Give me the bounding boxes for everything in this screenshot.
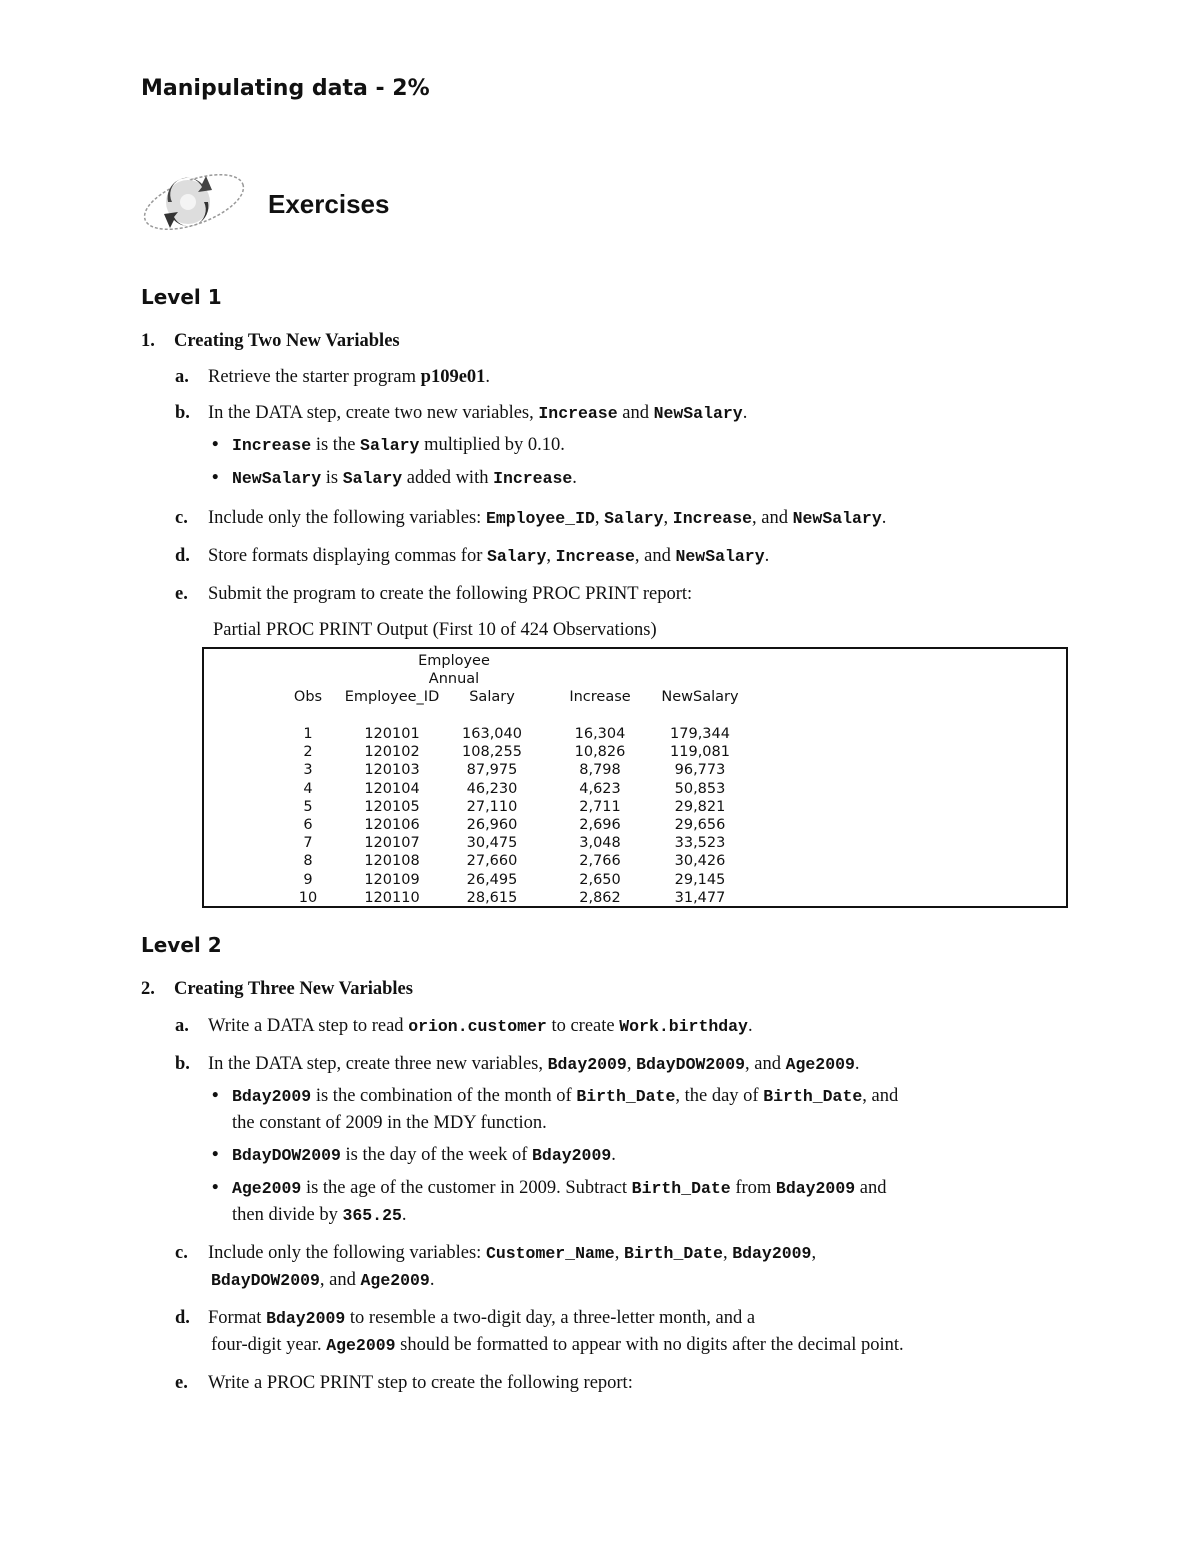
column-header: Salary — [469, 689, 515, 705]
text-segment: is the — [311, 435, 361, 455]
table-cell: 46,230 — [466, 780, 518, 797]
exercise-title: Creating Three New Variables — [174, 979, 413, 999]
text-segment: , — [663, 508, 673, 528]
code-term: Birth_Date — [576, 1087, 676, 1106]
text-segment: Retrieve the starter program — [208, 367, 421, 387]
text-segment: to create — [546, 1016, 620, 1036]
text-segment: , and — [862, 1086, 899, 1106]
text-segment: , — [811, 1243, 817, 1263]
code-term: Increase — [538, 404, 618, 423]
table-cell: 8 — [303, 853, 313, 870]
code-term: orion.customer — [408, 1017, 547, 1036]
text-segment: , and — [745, 1054, 786, 1074]
list-item — [232, 1109, 547, 1137]
item-label: d. — [175, 1308, 190, 1328]
table-cell: 28,615 — [466, 889, 518, 906]
text-segment: and — [855, 1178, 887, 1198]
bullet-icon: • — [212, 435, 219, 455]
text-segment: is the combination of the month of — [311, 1086, 577, 1106]
code-term: Bday2009 — [532, 1146, 612, 1165]
text-segment: Submit the program to create the following PROC PRINT report: — [208, 584, 693, 604]
table-cell: 26,495 — [466, 871, 518, 888]
column-header-group: Annual — [428, 671, 480, 687]
text-segment: , — [626, 1054, 637, 1074]
code-term: Employee_ID — [485, 509, 595, 528]
list-item — [175, 542, 770, 571]
table-cell: 33,523 — [674, 835, 726, 852]
table-cell: 30,475 — [466, 835, 518, 852]
code-term: BdayDOW2009 — [232, 1146, 341, 1165]
table-cell: 96,773 — [674, 762, 726, 779]
code-term: Age2009 — [326, 1336, 396, 1355]
table-cell: 163,040 — [462, 726, 522, 742]
text-segment: Store formats displaying commas for — [208, 546, 487, 566]
code-term: Birth_Date — [763, 1087, 863, 1106]
text-segment: Include only the following variables: — [208, 508, 486, 528]
table-cell: 31,477 — [674, 889, 726, 906]
table-cell: 6 — [303, 817, 313, 833]
text-segment: Write a PROC PRINT step to create the following report: — [208, 1373, 633, 1393]
table-cell: 1 — [303, 726, 313, 742]
code-term: Birth_Date — [631, 1179, 731, 1198]
list-item — [175, 1369, 633, 1397]
bullet-item — [212, 1082, 899, 1111]
list-item — [232, 1201, 407, 1230]
code-term: Age2009 — [360, 1271, 430, 1290]
text-segment: and — [617, 403, 654, 423]
code-term: Increase — [232, 436, 312, 455]
level-1-heading: Level 1 — [141, 285, 222, 309]
table-cell: 4,623 — [579, 780, 621, 797]
item-label: a. — [175, 1016, 189, 1036]
code-term: NewSalary — [675, 547, 765, 566]
level-2-heading: Level 2 — [141, 933, 222, 957]
table-cell: 3,048 — [579, 835, 621, 852]
table-cell: 179,344 — [670, 726, 730, 742]
table-cell: 120108 — [364, 853, 420, 870]
table-cell: 120107 — [364, 835, 420, 852]
table-cell: 2 — [303, 744, 313, 761]
table-cell: 120106 — [364, 817, 420, 833]
text-segment: then divide by — [232, 1205, 343, 1225]
code-term: Bday2009 — [732, 1244, 812, 1263]
text-segment: Format — [208, 1308, 267, 1328]
text-segment: is — [321, 468, 343, 488]
code-term: NewSalary — [653, 404, 743, 423]
item-label: a. — [175, 367, 189, 387]
table-cell: 9 — [303, 871, 313, 888]
list-item — [175, 363, 491, 391]
table-cell: 120109 — [364, 871, 420, 888]
table-cell: 10,826 — [574, 744, 626, 761]
text-segment: added with — [402, 468, 494, 488]
exercises-logo-icon — [138, 160, 250, 242]
text-segment: , — [594, 508, 605, 528]
code-term: Salary — [342, 469, 403, 488]
column-header: Obs — [293, 689, 323, 705]
text-segment: , and — [752, 508, 793, 528]
exercise-2-title — [141, 975, 413, 1003]
table-cell: 29,145 — [674, 871, 726, 888]
code-term: Bday2009 — [266, 1309, 346, 1328]
bullet-icon: • — [212, 1145, 219, 1165]
page-title: Manipulating data - 2% — [141, 76, 430, 101]
text-segment: , — [722, 1243, 733, 1263]
list-item — [175, 1304, 756, 1333]
item-label: d. — [175, 546, 190, 566]
table-cell: 29,821 — [674, 798, 726, 815]
list-item — [175, 504, 887, 533]
table-cell: 50,853 — [674, 780, 726, 797]
table-cell: 26,960 — [466, 817, 518, 833]
text-segment: . — [854, 1054, 860, 1074]
code-term: Salary — [360, 436, 420, 455]
table-cell: 120110 — [364, 889, 420, 906]
code-term: Age2009 — [785, 1055, 855, 1074]
table-cell: 87,975 — [466, 762, 518, 779]
code-term: Increase — [493, 469, 573, 488]
bullet-icon: • — [212, 468, 219, 488]
item-label: b. — [175, 1054, 190, 1074]
text-segment: . — [429, 1270, 435, 1290]
text-segment: , the day of — [675, 1086, 764, 1106]
text-segment: from — [730, 1178, 776, 1198]
bullet-item — [212, 1174, 887, 1203]
text-segment: . — [485, 367, 491, 387]
text-segment: In the DATA step, create two new variables, — [208, 403, 539, 423]
list-item — [175, 1239, 817, 1268]
section-header: Exercises — [268, 189, 390, 219]
code-term: Age2009 — [232, 1179, 302, 1198]
table-cell: 27,110 — [466, 798, 518, 815]
table-cell: 10 — [298, 889, 318, 906]
code-term: NewSalary — [232, 469, 322, 488]
list-item — [175, 399, 748, 428]
bullet-item — [212, 431, 565, 460]
text-segment: , — [546, 546, 556, 566]
text-segment: Include only the following variables: — [208, 1243, 486, 1263]
table-cell: 7 — [303, 835, 313, 852]
proc-print-output — [202, 647, 1068, 908]
table-cell: 120105 — [364, 798, 420, 815]
table-cell: 2,650 — [579, 871, 621, 888]
text-segment: four-digit year. — [211, 1335, 327, 1355]
code-term: Work.birthday — [619, 1017, 748, 1036]
exercise-1-title — [141, 327, 400, 355]
text-segment: . — [742, 403, 748, 423]
code-term: Bday2009 — [775, 1179, 856, 1198]
bullet-icon: • — [212, 1178, 219, 1198]
table-cell: 30,426 — [674, 853, 726, 870]
bullet-item — [212, 1141, 616, 1170]
bullet-item — [212, 464, 577, 493]
exercise-title: Creating Two New Variables — [174, 331, 400, 351]
text-segment: , and — [319, 1270, 361, 1290]
table-cell: 29,656 — [674, 817, 726, 833]
code-term: Birth_Date — [623, 1244, 723, 1263]
code-term: 365.25 — [342, 1206, 402, 1225]
code-term: BdayDOW2009 — [211, 1271, 320, 1290]
code-term: Bday2009 — [547, 1055, 627, 1074]
text-segment: In the DATA step, create three new variables, — [208, 1054, 548, 1074]
bullet-icon: • — [212, 1086, 219, 1106]
text-segment: Write a DATA step to read — [208, 1016, 409, 1036]
item-label: c. — [175, 1243, 188, 1263]
table-cell: 2,711 — [579, 798, 621, 815]
code-term: Customer_Name — [485, 1244, 615, 1263]
column-header: Employee_ID — [344, 689, 440, 705]
code-term: Bday2009 — [232, 1087, 312, 1106]
code-term: NewSalary — [792, 509, 882, 528]
table-cell: 4 — [303, 780, 313, 797]
table-cell: 108,255 — [462, 744, 522, 761]
text-segment: . — [572, 468, 577, 488]
text-segment: is the day of the week of — [340, 1145, 533, 1165]
text-segment: . — [881, 508, 887, 528]
text-segment: . — [611, 1145, 616, 1165]
list-item — [175, 1050, 860, 1079]
list-item — [211, 1266, 434, 1295]
table-cell: 120104 — [364, 780, 420, 797]
code-term: Increase — [555, 547, 635, 566]
exercise-number: 2. — [141, 979, 155, 999]
item-label: b. — [175, 403, 190, 423]
code-term: BdayDOW2009 — [636, 1055, 745, 1074]
column-header: NewSalary — [661, 689, 739, 705]
table-cell: 2,766 — [579, 853, 621, 870]
text-segment: is the age of the customer in 2009. Subtract — [301, 1178, 632, 1198]
table-cell: 5 — [303, 798, 313, 815]
table-cell: 119,081 — [670, 744, 730, 761]
table-cell: 120102 — [364, 744, 420, 761]
column-header: Increase — [569, 689, 631, 705]
code-term: Salary — [604, 509, 664, 528]
table-cell: 16,304 — [574, 726, 626, 742]
table-caption: Partial PROC PRINT Output (First 10 of 424 Observations) — [213, 620, 657, 640]
text-segment: , and — [634, 546, 676, 566]
text-segment: the constant of 2009 in the MDY function. — [232, 1113, 547, 1133]
text-segment: . — [401, 1205, 407, 1225]
list-item — [175, 580, 693, 608]
column-header-group: Employee — [418, 653, 490, 669]
table-cell: 120101 — [364, 726, 420, 742]
item-label: c. — [175, 508, 188, 528]
code-term: Increase — [672, 509, 753, 528]
text-segment: to resemble a two-digit day, a three-letter month, and a — [345, 1308, 756, 1328]
text-segment: . — [747, 1016, 753, 1036]
table-cell: 27,660 — [466, 853, 518, 870]
item-label: e. — [175, 584, 188, 604]
table-cell: 3 — [303, 762, 313, 779]
table-cell: 8,798 — [579, 762, 621, 779]
list-item — [211, 1331, 904, 1360]
text-segment: . — [764, 546, 770, 566]
text-segment: , — [614, 1243, 624, 1263]
table-cell: 120103 — [364, 762, 420, 779]
table-cell: 2,862 — [579, 889, 621, 906]
text-segment: multiplied by 0.10. — [419, 435, 565, 455]
text-segment: should be formatted to appear with no digits after the decimal point. — [395, 1335, 904, 1355]
code-term: Salary — [487, 547, 547, 566]
item-label: e. — [175, 1373, 188, 1393]
exercise-number: 1. — [141, 331, 155, 351]
text-segment: p109e01 — [420, 367, 486, 387]
table-cell: 2,696 — [579, 817, 621, 833]
list-item — [175, 1012, 753, 1041]
